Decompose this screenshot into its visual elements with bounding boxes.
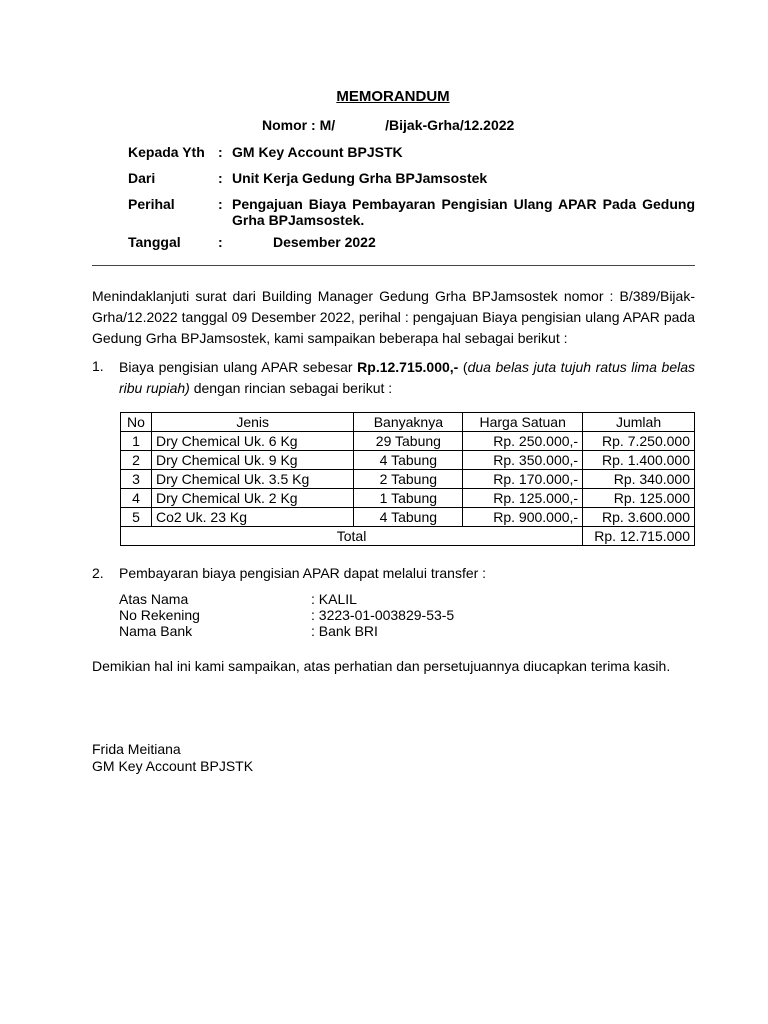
- point-1-text-c: dengan rincian sebagai berikut :: [189, 380, 393, 396]
- header-divider: [92, 265, 695, 266]
- cell-harga-satuan: Rp. 250.000,-: [463, 432, 583, 451]
- signatory-name: Frida Meitiana: [92, 741, 181, 757]
- header-value-perihal: Pengajuan Biaya Pembayaran Pengisian Ulang APAR Pada Gedung: [232, 196, 695, 212]
- cell-jumlah: Rp. 125.000: [583, 489, 695, 508]
- point-1-text: [119, 357, 695, 399]
- cell-harga-satuan: Rp. 125.000,-: [463, 489, 583, 508]
- cell-banyaknya: 4 Tabung: [354, 508, 463, 527]
- bank-label-no-rekening: No Rekening: [119, 607, 200, 623]
- col-header-no: No: [121, 413, 152, 432]
- cell-no: 3: [121, 470, 152, 489]
- total-label: Total: [121, 527, 583, 546]
- header-value-tanggal: Desember 2022: [273, 234, 376, 250]
- table-row: [121, 489, 695, 508]
- cell-harga-satuan: Rp. 170.000,-: [463, 470, 583, 489]
- table-header-row: [121, 413, 695, 432]
- bank-value-no-rekening: : 3223-01-003829-53-5: [311, 607, 455, 623]
- bank-value-nama-bank: : Bank BRI: [311, 623, 378, 639]
- point-1-text-b: (: [458, 359, 468, 375]
- signatory-position: GM Key Account BPJSTK: [92, 758, 254, 774]
- nomor-label: Nomor :: [262, 117, 316, 133]
- header-sep-dari: :: [218, 170, 223, 186]
- table-row: [121, 470, 695, 489]
- header-value-dari: Unit Kerja Gedung Grha BPJamsostek: [232, 170, 488, 186]
- col-header-jenis: Jenis: [151, 413, 353, 432]
- col-header-jumlah: Jumlah: [583, 413, 695, 432]
- cell-banyaknya: 29 Tabung: [354, 432, 463, 451]
- cell-no: 1: [121, 432, 152, 451]
- cell-jenis: Dry Chemical Uk. 2 Kg: [151, 489, 353, 508]
- header-sep-kepada: :: [218, 144, 223, 160]
- point-1-amount-words: dua belas juta tujuh ratus lima belas ribu rupiah): [119, 359, 695, 396]
- header-label-kepada: Kepada Yth: [128, 144, 205, 160]
- point-1-number: 1.: [92, 358, 104, 374]
- total-value: Rp. 12.715.000: [583, 527, 695, 546]
- cell-no: 2: [121, 451, 152, 470]
- col-header-banyaknya: Banyaknya: [354, 413, 463, 432]
- nomor-suffix: /Bijak-Grha/12.2022: [385, 117, 515, 133]
- cell-harga-satuan: Rp. 350.000,-: [463, 451, 583, 470]
- header-label-tanggal: Tanggal: [128, 234, 181, 250]
- cell-jenis: Dry Chemical Uk. 3.5 Kg: [151, 470, 353, 489]
- col-header-harga-satuan: Harga Satuan: [463, 413, 583, 432]
- point-1-text-a: Biaya pengisian ulang APAR sebesar: [119, 359, 358, 375]
- point-2-text: Pembayaran biaya pengisian APAR dapat melalui transfer :: [119, 565, 487, 581]
- header-value-kepada: GM Key Account BPJSTK: [232, 144, 403, 160]
- cell-banyaknya: 4 Tabung: [354, 451, 463, 470]
- cell-banyaknya: 2 Tabung: [354, 470, 463, 489]
- cell-jumlah: Rp. 1.400.000: [583, 451, 695, 470]
- cell-banyaknya: 1 Tabung: [354, 489, 463, 508]
- cell-jenis: Dry Chemical Uk. 9 Kg: [151, 451, 353, 470]
- cell-jenis: Co2 Uk. 23 Kg: [151, 508, 353, 527]
- cell-harga-satuan: Rp. 900.000,-: [463, 508, 583, 527]
- header-label-perihal: Perihal: [128, 196, 175, 212]
- cell-jenis: Dry Chemical Uk. 6 Kg: [151, 432, 353, 451]
- bank-label-atas-nama: Atas Nama: [119, 591, 189, 607]
- header-sep-perihal: :: [218, 196, 223, 212]
- bank-value-atas-nama: : KALIL: [311, 591, 357, 607]
- memo-number: [262, 117, 514, 133]
- cell-no: 4: [121, 489, 152, 508]
- table-row: [121, 451, 695, 470]
- cell-no: 5: [121, 508, 152, 527]
- point-1-amount: Rp.12.715.000,-: [357, 359, 459, 375]
- cost-detail-table: [120, 412, 695, 546]
- table-row: [121, 508, 695, 527]
- header-sep-tanggal: :: [218, 234, 223, 250]
- nomor-prefix: M/: [319, 117, 336, 133]
- table-total-row: [121, 527, 695, 546]
- bank-label-nama-bank: Nama Bank: [119, 623, 193, 639]
- cell-jumlah: Rp. 3.600.000: [583, 508, 695, 527]
- header-value-perihal-line2: Grha BPJamsostek.: [232, 212, 365, 228]
- cell-jumlah: Rp. 340.000: [583, 470, 695, 489]
- memo-title: MEMORANDUM: [336, 88, 450, 105]
- closing-sentence: Demikian hal ini kami sampaikan, atas perhatian dan persetujuannya diucapkan terima kasih.: [92, 658, 671, 674]
- header-label-dari: Dari: [128, 170, 156, 186]
- table-row: [121, 432, 695, 451]
- point-2-number: 2.: [92, 565, 104, 581]
- cell-jumlah: Rp. 7.250.000: [583, 432, 695, 451]
- intro-paragraph: Menindaklanjuti surat dari Building Manager Gedung Grha BPJamsostek nomor : B/389/Bijak-Grha/12.2022 tanggal 09 Desember 2022, perihal : pengajuan Biaya pengisian ulang APAR pada Gedung Grha BPJamsostek, kami sampaikan beberapa hal sebagai berikut :: [92, 288, 695, 346]
